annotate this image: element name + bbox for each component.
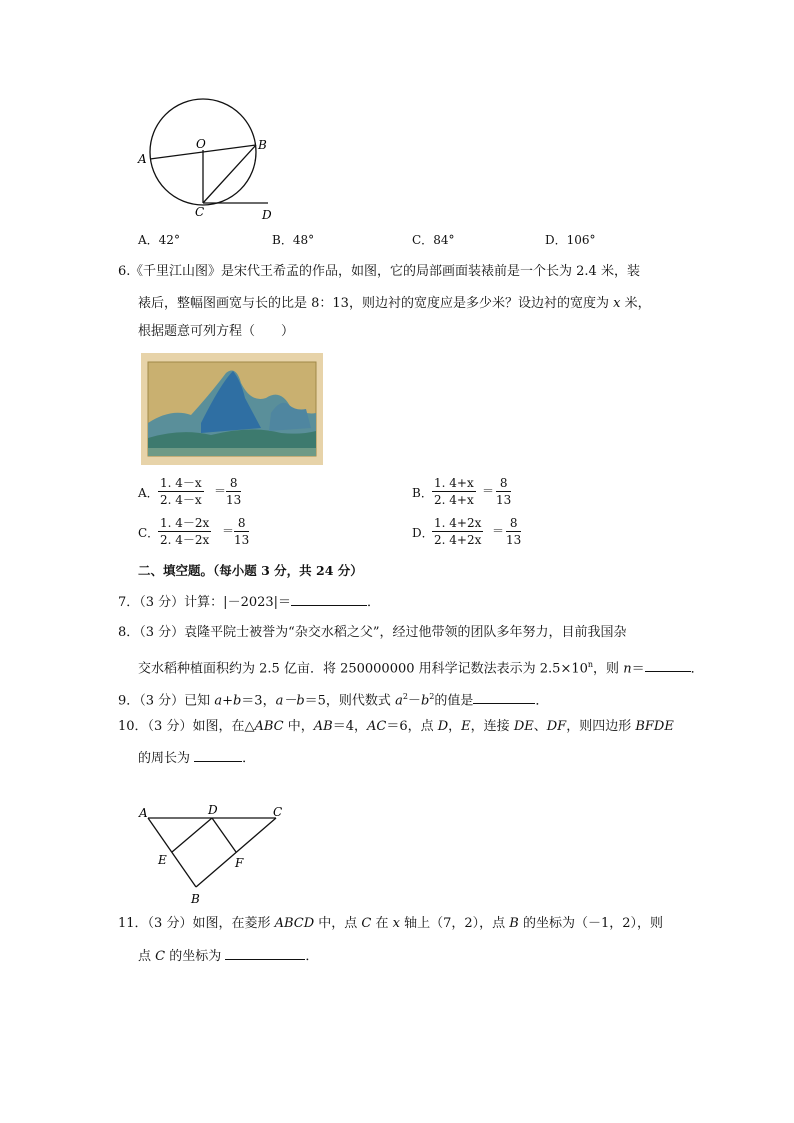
q5-option-c[interactable]: C．84° xyxy=(412,233,455,247)
q9-answer-blank[interactable] xyxy=(473,691,535,704)
q10-line2: 的周长为 ． xyxy=(138,751,256,766)
label-o: O xyxy=(196,137,206,151)
q5-option-a[interactable]: A．42° xyxy=(138,233,180,247)
q8-line1: 8．（3 分）袁隆平院士被誉为“杂交水稻之父”，经过他带领的团队多年努力，目前我国杂 xyxy=(118,625,627,640)
q6-line2: 裱后，整幅图画宽与长的比是 8：13，则边衬的宽度应是多少米？设边衬的宽度为 x 米， xyxy=(138,296,651,311)
segment-de xyxy=(172,818,212,852)
label-d: D xyxy=(208,803,218,817)
q10-line1: 10．（3 分）如图，在△ABC 中，AB＝4，AC＝6，点 D，E，连接 DE、DF，则四边形 BFDE xyxy=(118,719,674,734)
label-c: C xyxy=(273,805,283,819)
q6-option-b[interactable]: B． $\frac{1. 4+x}{2. 4+x}$ ＝ $\frac{8}{13}$ xyxy=(412,476,512,507)
side-ab xyxy=(148,818,196,887)
label-d: D xyxy=(262,208,272,222)
q5-option-b[interactable]: B．48° xyxy=(272,233,315,247)
q5-option-d[interactable]: D．106° xyxy=(545,233,596,247)
label-c: C xyxy=(195,205,205,219)
q6-option-c[interactable]: C． $\frac{1. 4-2x}{2. 4-2x}$ ＝ $\frac{8}{13}$ xyxy=(138,516,250,547)
section-title: 二、填空题。（每小题 3 分，共 24 分） xyxy=(138,563,363,578)
q6-option-a[interactable]: A． $\frac{1. 4-x}{2. 4-x}$ ＝ $\frac{8}{13}$ xyxy=(138,476,242,507)
segment-df xyxy=(212,818,236,852)
side-bc xyxy=(196,818,276,887)
q8-line2: 交水稻种植面积约为 2.5 亿亩．将 250000000 用科学记数法表示为 $2.5\times 10^n$，则 n＝ ． xyxy=(138,660,704,677)
label-b: B xyxy=(258,138,267,152)
q6-option-d[interactable]: D． $\frac{1. 4+2x}{2. 4+2x}$ ＝ $\frac{8}{13}$ xyxy=(412,516,522,547)
q11-line2: 点 C 的坐标为 ． xyxy=(138,949,319,964)
label-a: A xyxy=(139,806,148,820)
q7: 7．（3 分）计算：|－2023|＝ ． xyxy=(118,595,381,610)
q11-answer-blank[interactable] xyxy=(225,947,305,960)
q8-answer-blank[interactable] xyxy=(645,659,691,672)
q6-line3: 根据题意可列方程（ ） xyxy=(138,324,295,339)
q6-line1: 《千里江山图》是宋代王希孟的作品，如图，它的局部画面装裱前是一个长为 2.4 米，装 xyxy=(130,264,640,279)
triangle-figure xyxy=(134,800,294,910)
label-e: E xyxy=(158,853,167,867)
label-a: A xyxy=(138,152,147,166)
segment-cb xyxy=(203,145,256,203)
q9: 9．（3 分）已知 a+b＝3，a－b＝5，则代数式 $a^2-b^2$的值是 ． xyxy=(118,692,549,709)
landscape-painting xyxy=(141,353,323,465)
q7-answer-blank[interactable] xyxy=(291,593,367,606)
circle-figure xyxy=(130,95,290,225)
q10-answer-blank[interactable] xyxy=(194,749,242,762)
q6-number: 6. xyxy=(118,264,131,279)
label-f: F xyxy=(235,856,244,870)
q11-line1: 11．（3 分）如图，在菱形 ABCD 中，点 C 在 x 轴上（7，2），点 B 的坐标为（－1，2），则 xyxy=(118,916,664,931)
label-b: B xyxy=(191,892,200,906)
